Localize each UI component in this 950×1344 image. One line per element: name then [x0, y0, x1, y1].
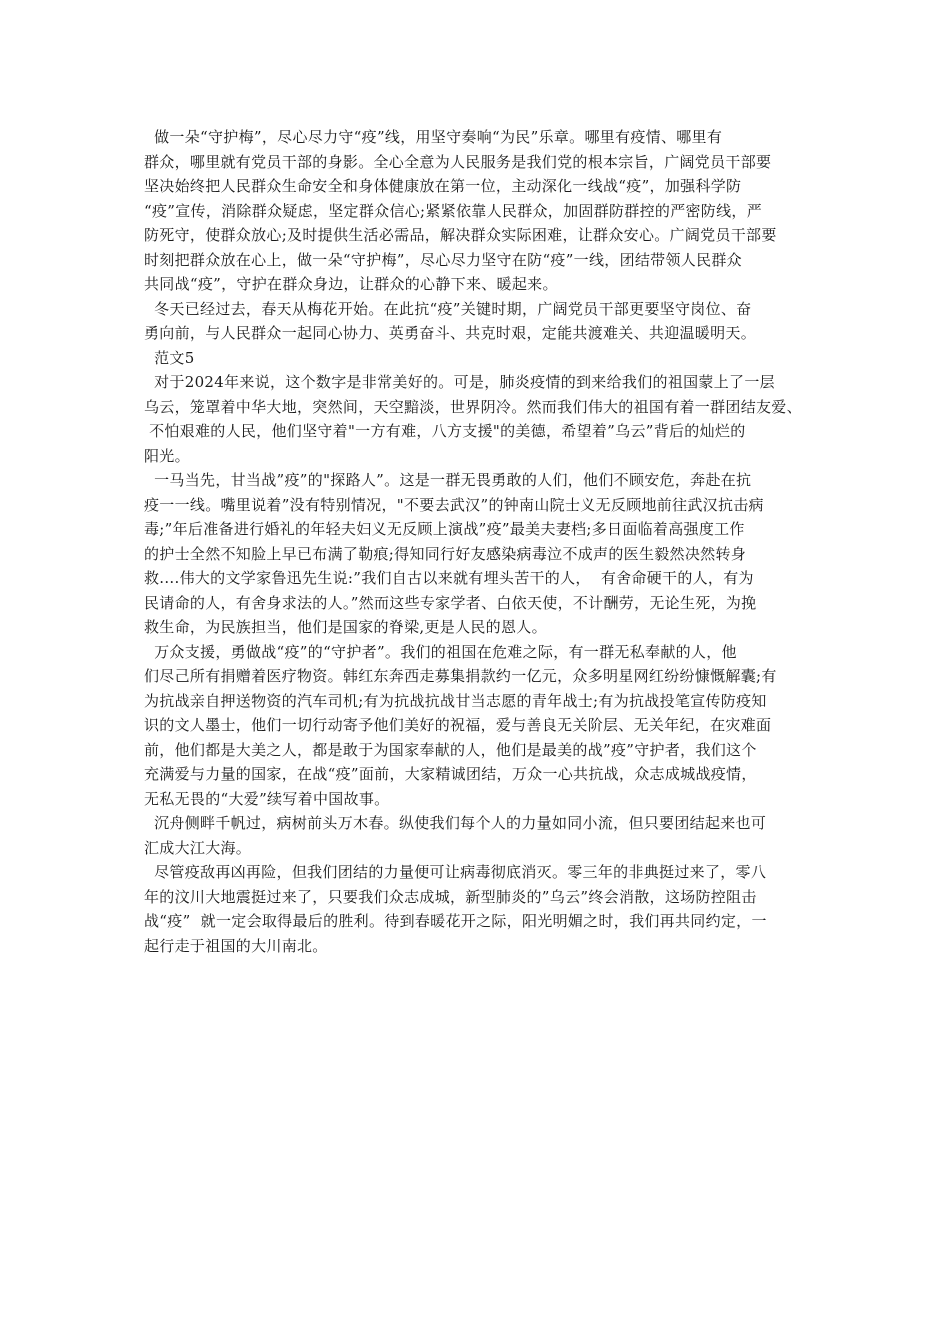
text-line: 共同战“疫”，守护在群众身边，让群众的心静下来、暖起来。 — [144, 275, 558, 293]
text-line: 毒;”年后准备进行婚礼的年轻夫妇义无反顾上演战”疫”最美夫妻档;多日面临着高强度工作 — [144, 520, 745, 538]
text-line: 救生命，为民族担当，他们是国家的脊梁,更是人民的恩人。 — [144, 618, 547, 636]
text-line: 民请命的人，有舍身求法的人。”然而这些专家学者、白依天使，不计酬劳，无论生死，为挽 — [144, 593, 757, 612]
text-line: 对于2024年来说，这个数字是非常美好的。可是，肺炎疫情的到来给我们的祖国蒙上了一层 — [144, 373, 775, 391]
text-line: 前，他们都是大美之人，都是敢于为国家奉献的人，他们是最美的战”疫”守护者，我们这个 — [144, 740, 757, 759]
text-line: 为抗战亲自押送物资的汽车司机;有为抗战抗战甘当志愿的青年战士;有为抗战投笔宣传防疫知 — [144, 691, 767, 710]
paragraph — [144, 370, 810, 468]
text-line: 时刻把群众放在心上，做一朵“守护梅”，尽心尽力坚守在防“疫”一线，团结带领人民群众 — [144, 250, 742, 269]
paragraph — [144, 125, 810, 297]
text-line: 疫一一线。嘴里说着”没有特别情况，"不要去武汉”的钟南山院士义无反顾地前往武汉抗击病 — [144, 495, 764, 514]
text-line: 防死守，使群众放心;及时提供生活必需品，解决群众实际困难，让群众安心。广阔党员干部要 — [144, 226, 777, 244]
text-line: 做一朵“守护梅”，尽心尽力守“疫”线，用坚守奏响“为民”乐章。哪里有疫情、哪里有 — [144, 128, 723, 146]
text-line: 沉舟侧畔千帆过，病树前头万木春。纵使我们每个人的力量如同小流，但只要团结起来也可 — [144, 814, 767, 832]
text-line: 群众，哪里就有党员干部的身影。全心全意为人民服务是我们党的根本宗旨，广阔党员干部要 — [144, 152, 772, 171]
text-line: “疫”宣传，消除群众疑虑，坚定群众信心;紧紧依靠人民群众，加固群防群控的严密防线，严 — [144, 201, 762, 220]
text-line: 一马当先，甘当战”疫”的"探路人”。这是一群无畏勇敢的人们，他们不顾安危，奔赴在抗 — [144, 471, 752, 489]
section-heading — [144, 346, 810, 371]
paragraph — [144, 640, 810, 812]
text-line: 汇成大江大海。 — [144, 838, 252, 857]
text-line: 年的汶川大地震挺过来了，只要我们众志成城，新型肺炎的”乌云”终会消散，这场防控阻击 — [144, 887, 757, 906]
text-line: 不怕艰难的人民，他们坚守着"一方有难，八方支援"的美德，希望着”乌云”背后的灿烂的 — [144, 422, 746, 440]
text-line: 们尽己所有捐赠着医疗物资。韩红东奔西走募集捐款约一亿元，众多明星网红纷纷慷慨解囊;有 — [144, 667, 777, 685]
text-line: 坚决始终把人民群众生命安全和身体健康放在第一位，主动深化一线战“疫”，加强科学防 — [144, 177, 742, 195]
text-line: 冬天已经过去，春天从梅花开始。在此抗“疫”关键时期，广阔党员干部更要坚守岗位、奋 — [144, 299, 752, 318]
paragraph — [144, 468, 810, 640]
text-line: 阳光。 — [144, 446, 190, 465]
text-line: 万众支援，勇做战“疫”的“守护者”。我们的祖国在危难之际，有一群无私奉献的人，他 — [144, 642, 737, 661]
heading-text: 范文5 — [144, 348, 195, 367]
text-line: 的护士全然不知脸上早已布满了勒痕;得知同行好友感染病毒泣不成声的医生毅然决然转身 — [144, 544, 747, 563]
text-line: 尽管疫敌再凶再险，但我们团结的力量便可让病毒彻底消灭。零三年的非典挺过来了，零八 — [144, 863, 767, 881]
text-line: 充满爱与力量的国家，在战“疫”面前，大家精诚团结，万众一心共抗战，众志成城战疫情， — [144, 765, 757, 783]
text-line: 乌云，笼罩着中华大地，突然间，天空黯淡，世界阴冷。然而我们伟大的祖国有着一群团结友爱、 — [144, 397, 802, 416]
paragraph — [144, 860, 810, 958]
text-line: 勇向前，与人民群众一起同心协力、英勇奋斗、共克时艰，定能共渡难关、共迎温暖明天。 — [144, 324, 757, 342]
paragraph — [144, 297, 810, 346]
document-body — [144, 125, 810, 958]
text-line: 救....伟大的文学家鲁迅先生说:”我们自古以来就有埋头苦干的人， 有舍命硬干的人，有为 — [144, 569, 754, 587]
paragraph — [144, 811, 810, 860]
text-line: 起行走于祖国的大川南北。 — [144, 936, 328, 955]
text-line: 无私无畏的“大爱”续写着中国故事。 — [144, 789, 390, 808]
text-line: 识的文人墨士，他们一切行动寄予他们美好的祝福，爱与善良无关阶层、无关年纪，在灾难面 — [144, 716, 772, 734]
text-line: 战“疫” 就一定会取得最后的胜利。待到春暖花开之际，阳光明媚之时，我们再共同约定，一 — [144, 912, 767, 930]
